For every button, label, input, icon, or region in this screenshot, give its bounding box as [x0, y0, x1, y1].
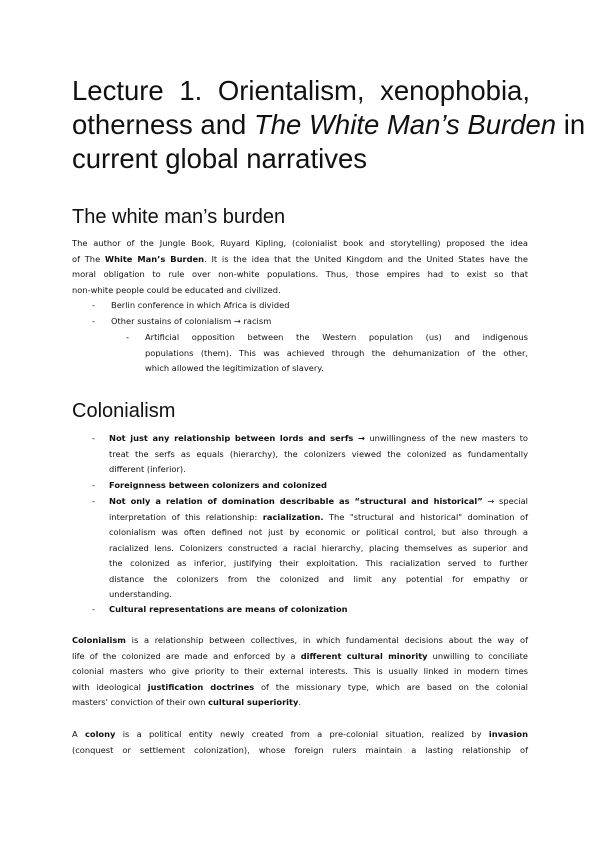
title-line-2: otherness and The White Man’s Burden in	[72, 109, 586, 140]
paragraph-colonialism-definition: Colonialism is a relationship between collectives, in which fundamental decisions about the way of life of the colonized are made and enforced by a different cultural minority unwilling to conciliate colonial masters who give priority to their external interests. This is usually linked in modern times with ideological justification doctrines of the missionary type, which are based on the colonial masters' conviction of their own cultural superiority.	[72, 635, 529, 707]
document-page: Lecture 1. Orientalism, xenophobia, otherness and The White Man’s Burden in current global narratives The white man’s burden The author of the Jungle Book, Ruyard Kipling, (colonialist book and storytelling) proposed the idea of The White Man’s Burden. It is the idea that the United Kingdom and the United States have the moral obligation to rule over non-white populations. Thus, those empires had to exist so that non-white people could be educated and civilized. - Berlin conference in which Africa is divided - Other sustains of colonialism → racism - Artificial opposition between the Western population (us) and indigenous populations (them). This was achieved through the dehumanization of the other, which allowed the legitimization of slavery. Colonialism - Not just any relationship between lords and serfs → unwillingness of the new masters to treat the serfs as equals (hierarchy), the colonizers viewed the colonized as fundamentally different (inferior). - Foreignness between colonizers and colonized - Not only a relation of domination describable as “structural and historical” → special interpretation of this relationship: racialization. The "structural and historical" domination of colonialism was often defined not just by economic or political control, but also through a racialized lens. Colonizers constructed a racial hierarchy, placing themselves as superior and the colonized as inferior, justifying their exploitation. This racialization served to further distance the colonizers from the colonized and limit any potential for empathy or understanding. - Cultural representations are means of colonization Colonialism is a relationship between collectives, in which fundamental decisions about the way of life of the colonized are made and enforced by a different cultural minority unwilling to conciliate colonial masters who give priority to their external interests. This is usually linked in modern times with ideological justification doctrines of the missionary type, which are based on the colonial masters' conviction of their own cultural superiority. A colony is a political entity newly created from a pre-colonial situation, realized by invasion (conquest or settlement colonization), whose foreign rulers maintain a lasting relationship of	[0, 0, 600, 848]
lecture-title	[72, 74, 586, 176]
section-heading-white-mans-burden: The white man’s burden	[72, 206, 286, 228]
title-line-3: current global narratives	[72, 143, 368, 174]
paragraph-kipling: The author of the Jungle Book, Ruyard Kipling, (colonialist book and storytelling) proposed the idea of The White Man’s Burden. It is the idea that the United Kingdom and the United States have the moral obligation to rule over non-white populations. Thus, those empires had to exist so that non-white people could be educated and civilized.	[72, 238, 528, 295]
title-line-1: Lecture 1. Orientalism, xenophobia,	[72, 75, 530, 106]
paragraph-colony-definition: A colony is a political entity newly created from a pre-colonial situation, realized by invasion (conquest or settlement colonization), whose foreign rulers maintain a lasting relationship of	[72, 729, 528, 755]
section-heading-colonialism: Colonialism	[72, 400, 176, 422]
title-italic-phrase: The White Man’s Burden	[253, 109, 557, 140]
